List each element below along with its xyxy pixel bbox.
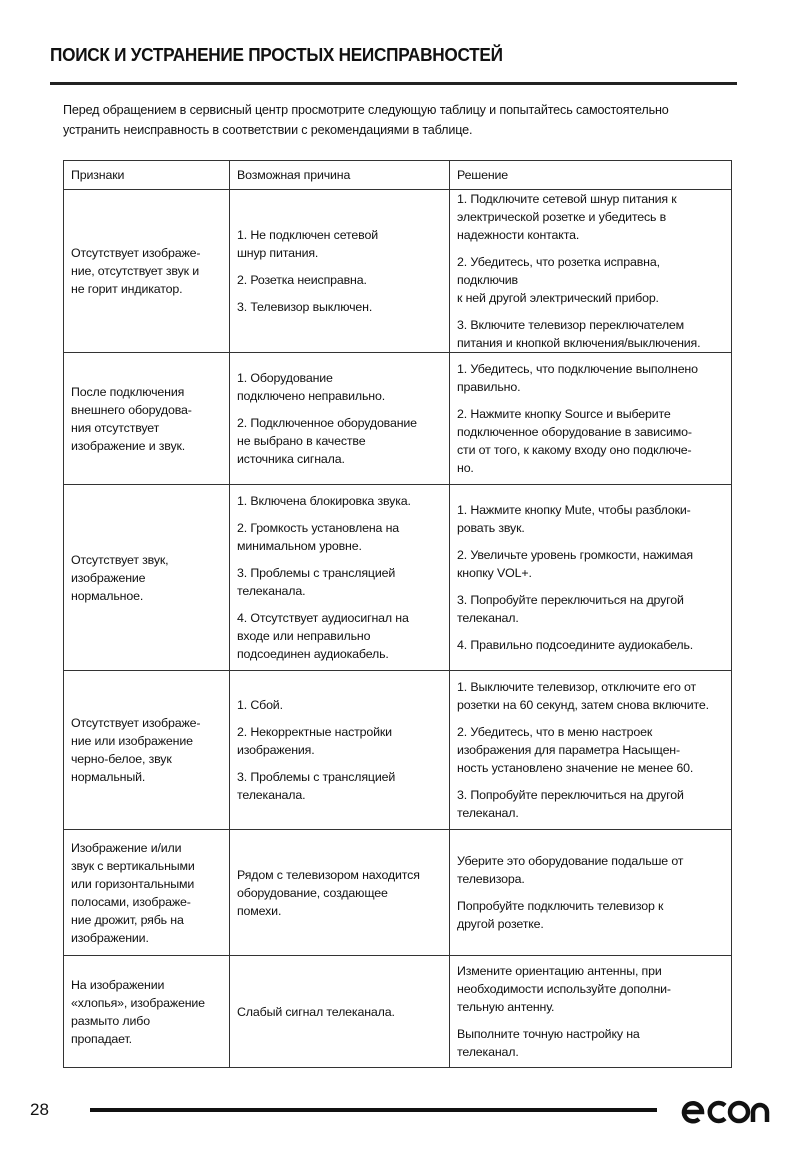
cause-line: Рядом с телевизором находится bbox=[237, 867, 420, 882]
solution-item bbox=[457, 546, 724, 582]
cause-item bbox=[237, 226, 442, 262]
symptom-cell bbox=[64, 190, 230, 353]
cause-line: Слабый сигнал телеканала. bbox=[237, 1004, 395, 1019]
symptom-line: внешнего оборудова- bbox=[71, 402, 192, 417]
cause-cell bbox=[230, 190, 450, 353]
symptom-line: черно-белое, звук bbox=[71, 752, 172, 766]
solution-item bbox=[457, 316, 724, 352]
solution-item bbox=[457, 723, 724, 777]
cause-item bbox=[237, 696, 442, 714]
solution-item bbox=[457, 405, 724, 477]
symptom-line: звук с вертикальными bbox=[71, 858, 195, 873]
symptom-line: размыто либо bbox=[71, 1013, 150, 1028]
cause-line: не выбрано в качестве bbox=[237, 434, 366, 448]
cause-item bbox=[237, 866, 442, 920]
solution-line: Уберите это оборудование подальше от bbox=[457, 854, 684, 868]
header-cause: Возможная причина bbox=[230, 161, 450, 190]
solution-line: питания и кнопкой включения/выключения. bbox=[457, 336, 701, 350]
symptom-line: ние, отсутствует звук и bbox=[71, 264, 199, 278]
solution-item bbox=[457, 786, 724, 822]
solution-item bbox=[457, 591, 724, 627]
table-row bbox=[64, 671, 732, 830]
solution-line: телеканал. bbox=[457, 611, 519, 625]
solution-item bbox=[457, 190, 724, 244]
cause-line: 3. Проблемы с трансляцией bbox=[237, 566, 396, 580]
symptom-line: нормальный. bbox=[71, 770, 146, 784]
solution-item bbox=[457, 253, 724, 307]
cause-line: 2. Розетка неисправна. bbox=[237, 273, 367, 287]
solution-line: Выполните точную настройку на bbox=[457, 1027, 640, 1041]
solution-line: кнопку VOL+. bbox=[457, 566, 532, 580]
solution-cell bbox=[450, 353, 732, 485]
intro-paragraph bbox=[63, 100, 753, 140]
solution-line: тельную антенну. bbox=[457, 1000, 555, 1014]
solution-line: 2. Нажмите кнопку Source и выберите bbox=[457, 407, 671, 421]
solution-line: телеканал. bbox=[457, 806, 519, 820]
cause-line: телеканала. bbox=[237, 788, 306, 802]
cause-line: 1. Оборудование bbox=[237, 371, 333, 385]
cause-item bbox=[237, 369, 442, 405]
solution-line: но. bbox=[457, 461, 474, 475]
table-row bbox=[64, 190, 732, 353]
cause-line: 1. Сбой. bbox=[237, 698, 283, 712]
symptom-line: не горит индикатор. bbox=[71, 282, 183, 296]
cause-item bbox=[237, 271, 442, 289]
cause-line: источника сигнала. bbox=[237, 452, 345, 466]
cause-cell bbox=[230, 485, 450, 671]
cause-item bbox=[237, 1003, 442, 1021]
table-header-row bbox=[64, 161, 732, 190]
header-solution: Решение bbox=[450, 161, 732, 190]
symptom-line: изображение bbox=[71, 570, 146, 585]
cause-line: 3. Телевизор выключен. bbox=[237, 300, 373, 314]
cause-item bbox=[237, 492, 442, 510]
table-row bbox=[64, 830, 732, 956]
solution-line: другой розетке. bbox=[457, 917, 544, 931]
solution-line: 1. Подключите сетевой шнур питания к bbox=[457, 192, 677, 206]
solution-line: 2. Убедитесь, что розетка исправна, подключив bbox=[457, 255, 660, 287]
page-title: ПОИСК И УСТРАНЕНИЕ ПРОСТЫХ НЕИСПРАВНОСТЕЙ bbox=[50, 44, 503, 65]
solution-line: Измените ориентацию антенны, при bbox=[457, 964, 662, 978]
solution-line: розетки на 60 секунд, затем снова включите. bbox=[457, 698, 709, 712]
cause-line: изображения. bbox=[237, 743, 315, 757]
symptom-cell bbox=[64, 956, 230, 1068]
solution-line: правильно. bbox=[457, 380, 521, 394]
solution-line: 1. Нажмите кнопку Mute, чтобы разблоки- bbox=[457, 503, 691, 517]
symptom-cell bbox=[64, 353, 230, 485]
cause-line: минимальном уровне. bbox=[237, 539, 362, 553]
symptom-line: полосами, изображе- bbox=[71, 894, 191, 909]
solution-line: 4. Правильно подсоедините аудиокабель. bbox=[457, 638, 694, 652]
intro-line: Перед обращением в сервисный центр просмотрите следующую таблицу и попытайтесь самостоятельно bbox=[63, 103, 669, 117]
title-divider bbox=[50, 82, 737, 85]
solution-line: телевизора. bbox=[457, 872, 525, 886]
symptom-line: нормальное. bbox=[71, 588, 144, 603]
symptom-line: изображение и звук. bbox=[71, 438, 186, 453]
cause-line: телеканала. bbox=[237, 584, 306, 598]
solution-item bbox=[457, 897, 724, 933]
solution-line: телеканал. bbox=[457, 1045, 519, 1059]
solution-line: Попробуйте подключить телевизор к bbox=[457, 899, 664, 913]
page-number: 28 bbox=[30, 1100, 49, 1119]
troubleshooting-table bbox=[63, 160, 732, 1068]
solution-line: необходимости используйте дополни- bbox=[457, 982, 671, 996]
symptom-line: пропадает. bbox=[71, 1031, 132, 1046]
solution-line: к ней другой электрический прибор. bbox=[457, 291, 659, 305]
cause-line: шнур питания. bbox=[237, 246, 319, 260]
solution-line: изображения для параметра Насыщен- bbox=[457, 743, 680, 757]
solution-cell bbox=[450, 956, 732, 1068]
cause-line: 1. Включена блокировка звука. bbox=[237, 494, 411, 508]
cause-cell bbox=[230, 671, 450, 830]
cause-item bbox=[237, 519, 442, 555]
symptom-line: «хлопья», изображение bbox=[71, 995, 205, 1010]
cause-line: помехи. bbox=[237, 903, 282, 918]
solution-line: ность установлено значение не менее 60. bbox=[457, 761, 694, 775]
cause-line: 2. Громкость установлена на bbox=[237, 521, 400, 535]
solution-line: ровать звук. bbox=[457, 521, 525, 535]
cause-line: 1. Не подключен сетевой bbox=[237, 228, 378, 242]
cause-line: 2. Некорректные настройки bbox=[237, 725, 392, 739]
solution-cell bbox=[450, 190, 732, 353]
symptom-cell bbox=[64, 671, 230, 830]
table-row bbox=[64, 956, 732, 1068]
solution-item bbox=[457, 852, 724, 888]
header-symptoms: Признаки bbox=[64, 161, 230, 190]
symptom-line: На изображении bbox=[71, 977, 165, 992]
solution-cell bbox=[450, 671, 732, 830]
solution-line: 1. Выключите телевизор, отключите его от bbox=[457, 680, 696, 694]
cause-cell bbox=[230, 956, 450, 1068]
solution-line: 3. Попробуйте переключиться на другой bbox=[457, 593, 684, 607]
solution-line: сти от того, к какому входу оно подключе- bbox=[457, 443, 692, 457]
solution-item bbox=[457, 501, 724, 537]
cause-item bbox=[237, 609, 442, 663]
solution-line: 1. Убедитесь, что подключение выполнено bbox=[457, 362, 698, 376]
cause-line: подсоединен аудиокабель. bbox=[237, 647, 389, 661]
table-row bbox=[64, 485, 732, 671]
cause-cell bbox=[230, 353, 450, 485]
solution-item bbox=[457, 636, 724, 654]
solution-item bbox=[457, 678, 724, 714]
solution-cell bbox=[450, 830, 732, 956]
symptom-cell bbox=[64, 830, 230, 956]
symptom-cell bbox=[64, 485, 230, 671]
symptom-line: Отсутствует изображе- bbox=[71, 246, 201, 260]
solution-line: 2. Убедитесь, что в меню настроек bbox=[457, 725, 653, 739]
solution-item bbox=[457, 962, 724, 1016]
cause-line: входе или неправильно bbox=[237, 629, 371, 643]
symptom-line: изображении. bbox=[71, 930, 149, 945]
solution-line: 3. Попробуйте переключиться на другой bbox=[457, 788, 684, 802]
symptom-line: После подключения bbox=[71, 384, 185, 399]
cause-item bbox=[237, 723, 442, 759]
econ-logo-icon bbox=[680, 1095, 772, 1129]
cause-line: 2. Подключенное оборудование bbox=[237, 416, 417, 430]
table-row bbox=[64, 353, 732, 485]
solution-cell bbox=[450, 485, 732, 671]
symptom-line: или горизонтальными bbox=[71, 876, 195, 891]
solution-item bbox=[457, 1025, 724, 1061]
solution-line: подключенное оборудование в зависимо- bbox=[457, 425, 692, 439]
cause-item bbox=[237, 414, 442, 468]
symptom-line: ние дрожит, рябь на bbox=[71, 912, 184, 927]
cause-item bbox=[237, 298, 442, 316]
solution-item bbox=[457, 360, 724, 396]
symptom-line: Отсутствует изображе- bbox=[71, 716, 201, 730]
cause-line: подключено неправильно. bbox=[237, 389, 386, 403]
symptom-line: Отсутствует звук, bbox=[71, 552, 169, 567]
solution-line: 3. Включите телевизор переключателем bbox=[457, 318, 685, 332]
symptom-line: ние или изображение bbox=[71, 734, 193, 748]
cause-line: 3. Проблемы с трансляцией bbox=[237, 770, 396, 784]
solution-line: электрической розетке и убедитесь в bbox=[457, 210, 667, 224]
cause-line: 4. Отсутствует аудиосигнал на bbox=[237, 611, 409, 625]
cause-item bbox=[237, 768, 442, 804]
footer-divider bbox=[90, 1108, 657, 1112]
cause-item bbox=[237, 564, 442, 600]
solution-line: 2. Увеличьте уровень громкости, нажимая bbox=[457, 548, 693, 562]
cause-cell bbox=[230, 830, 450, 956]
intro-line: устранить неисправность в соответствии с рекомендациями в таблице. bbox=[63, 123, 473, 137]
symptom-line: Изображение и/или bbox=[71, 840, 182, 855]
solution-line: надежности контакта. bbox=[457, 228, 580, 242]
cause-line: оборудование, создающее bbox=[237, 885, 388, 900]
symptom-line: ния отсутствует bbox=[71, 420, 160, 435]
